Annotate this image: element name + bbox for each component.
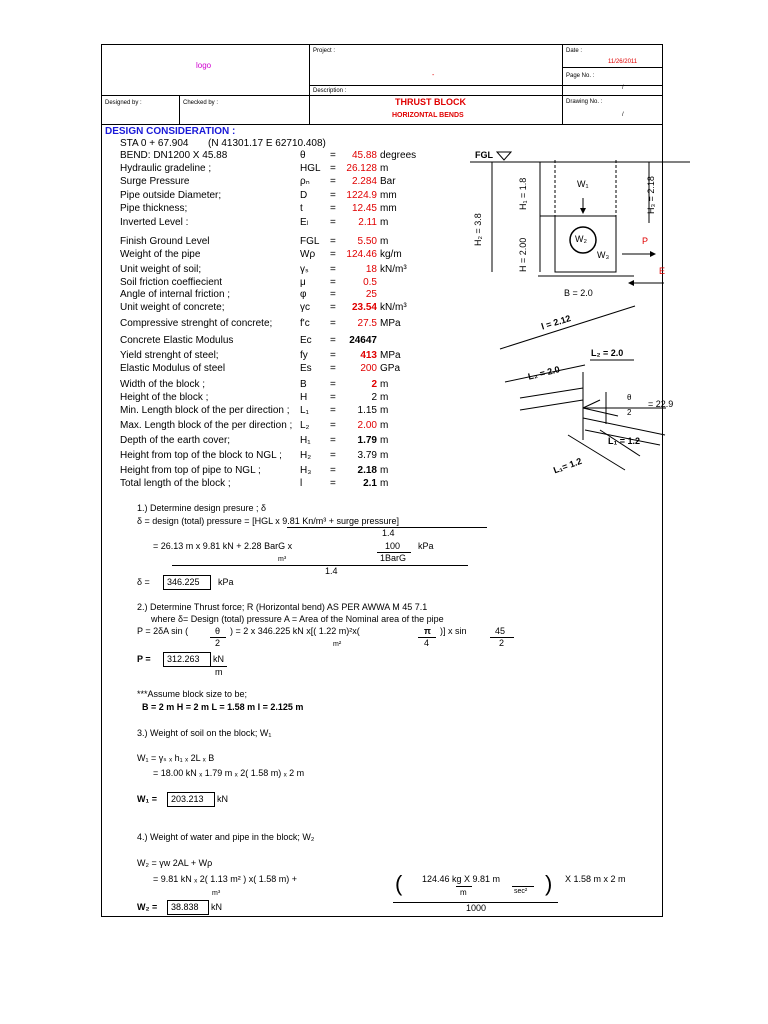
param-equals: = [330,217,336,228]
param-equals: = [330,249,336,260]
step2-theta: θ [215,626,221,636]
p-result-box: 312.263 [163,652,211,667]
param-equals: = [330,176,336,187]
param-value: 27.5 [357,318,377,329]
param-equals: = [330,190,336,201]
step4-tail: X 1.58 m x 2 m [565,874,626,884]
delta-result-unit: kPa [218,577,234,587]
bend-spec: BEND: DN1200 X 45.88 [120,150,228,161]
w1-label: W₁ [577,179,589,189]
param-label: Weight of the pipe [120,249,201,260]
param-label: Height from top of pipe to NGL ; [120,465,261,476]
fraction-bar [172,565,468,566]
param-unit: kg/m [380,249,402,260]
param-unit: kN/m³ [380,302,407,313]
step2-title: 2.) Determine Thrust force; R (Horizontal bend) AS PER AWWA M 45 7.1 [137,602,428,612]
param-unit: m [380,450,389,461]
param-label: Concrete Elastic Modulus [120,335,234,346]
param-unit: m [380,465,389,476]
param-value: 2.11 [358,217,377,228]
e-arrowhead-icon [628,280,634,286]
param-symbol: Ec [300,335,312,346]
param-unit: MPa [380,350,401,361]
param-unit: m [380,405,389,416]
project-label: Project : [313,48,336,54]
param-unit: m [380,217,389,228]
page-label: Page No. : [566,73,595,79]
param-symbol: L₁ [300,405,309,416]
param-equals: = [330,203,336,214]
step3-title: 3.) Weight of soil on the block; W₁ [137,728,272,738]
delta-result-box: 346.225 [163,575,211,590]
param-value: 45.88 [351,150,377,161]
param-equals: = [330,289,336,300]
drawing-label: Drawing No. : [566,99,603,105]
param-unit: GPa [380,363,401,374]
b-label: B = 2.0 [564,288,593,298]
param-unit: m [380,163,389,174]
delta-result-label: δ = [137,577,150,587]
h2-label: H₂ = 3.8 [473,213,483,246]
param-label: Pipe thickness; [120,203,188,214]
param-equals: = [330,435,336,446]
page-slash: / [622,85,624,91]
logo: logo [196,61,212,70]
e-label: E [659,266,666,276]
step1-num2: = 26.13 m x 9.81 kN + 2.28 BarG x [153,541,293,551]
step4-frac-m: m [460,888,467,897]
l2-label-b: L₂ = 2.0 [591,348,624,358]
theta-label: θ [627,393,632,402]
param-value: 25 [365,289,377,300]
step4-frac-num: 124.46 kg X 9.81 m [422,874,501,884]
param-value: 413 [360,350,377,361]
angle-ray [583,408,618,416]
param-value: 5.50 [357,236,377,247]
w2-label: W₂ [575,234,587,244]
w2-result-unit: kN [211,902,222,912]
param-unit: m [380,420,389,431]
param-equals: = [330,236,336,247]
param-symbol: Eₗ [300,217,309,228]
w1-result-box: 203.213 [167,792,215,807]
param-symbol: l [300,478,303,489]
param-equals: = [330,150,336,161]
p-result-den: m [215,667,223,677]
step1-frac-den: 1BarG [380,553,407,563]
param-symbol: H₂ [300,450,312,461]
param-value: 2.18 [357,465,377,476]
param-value: 1224.9 [346,190,377,201]
step1-line1: δ = design (total) pressure = [HGL x 9.81 Kn/m³ + surge pressure] [137,516,400,526]
p-arrowhead-icon [650,251,656,257]
step2-rest: ) = 2 x 346.225 kN x[( 1.22 m)²x( [230,626,360,636]
param-label: Pipe outside Diameter; [120,190,222,201]
w2-result-box: 38.838 [167,900,209,915]
paren-close: ) [545,871,553,896]
step2-two: 2 [215,638,221,648]
param-equals: = [330,405,336,416]
param-unit: Bar [380,176,396,187]
param-label: Elastic Modulus of steel [120,363,226,374]
param-label: Finish Ground Level [120,236,210,247]
param-value: 0.5 [363,277,377,288]
param-value: 12.45 [351,203,377,214]
param-label: Angle of internal friction ; [120,289,231,300]
param-symbol: γc [300,302,310,313]
param-equals: = [330,478,336,489]
param-symbol: fy [300,350,308,361]
sheet-title: THRUST BLOCK [395,97,466,107]
fraction-bar [456,886,472,887]
param-value: 26.128 [346,163,377,174]
param-value: 2 [371,392,377,403]
param-symbol: ρₙ [300,176,310,187]
w1-result-label: W₁ = [137,794,157,804]
param-unit: m [380,478,389,489]
p-result-unit: kN [213,654,224,664]
param-equals: = [330,420,336,431]
l2-label-a: L₂ = 2.0 [527,364,561,382]
step1-den2: 1.4 [325,566,338,576]
param-label: Total length of the block ; [120,478,231,489]
param-value: 2.1 [363,478,377,489]
checked-by-label: Checked by : [183,100,219,106]
param-symbol: HGL [300,163,321,174]
step4-frac-s: sec² [514,888,528,895]
step2-pi: π [424,626,431,636]
param-symbol: H₃ [300,465,312,476]
description-label: Description : [313,88,347,94]
param-symbol: L₂ [300,420,310,431]
param-equals: = [330,335,336,346]
p-label: P [642,236,649,246]
param-unit: m [380,236,389,247]
param-label: Inverted Level : [120,217,189,228]
param-unit: kN/m³ [380,264,407,275]
param-value: 18 [365,264,377,275]
param-label: Max. Length block of the per direction ; [120,420,293,431]
param-value: 2.00 [357,420,377,431]
station: STA 0 + 67.904 [120,138,189,149]
param-label: Height from top of the block to NGL ; [120,450,282,461]
param-label: Height of the block ; [120,392,209,403]
step1-kpa: kPa [418,541,434,551]
param-symbol: Wρ [300,249,316,260]
assume-line: B = 2 m H = 2 m L = 1.58 m l = 2.125 m [142,702,304,712]
param-value: 23.54 [351,302,377,313]
p-result-label: P = [137,654,151,664]
step2-rest2: )] x sin [440,626,467,636]
step4-eq1: W₂ = γw 2AL + Wρ [137,858,213,868]
step4-m3: m³ [212,890,221,897]
param-equals: = [330,318,336,329]
param-symbol: γₛ [300,264,309,275]
angle-value: = 22.9 [648,399,674,409]
step1-frac-num: 100 [385,541,401,551]
w1-result-unit: kN [217,794,228,804]
param-symbol: H [300,392,308,403]
param-value: 3.79 [357,450,377,461]
param-symbol: f'c [300,318,310,329]
step2-m2: m² [333,641,342,648]
step2-eq: P = 2δA sin ( [137,626,189,636]
param-label: Soil friction coeffiecient [120,277,223,288]
l1-label-a: L₁ = 1.2 [608,436,640,446]
param-equals: = [330,450,336,461]
paren-open: ( [395,871,403,896]
l1-label-b: L₁= 1.2 [552,455,584,476]
param-value: 1.15 [357,405,377,416]
param-unit: m [380,379,389,390]
step4-frac-den: 1000 [466,903,487,913]
w1-arrowhead-icon [580,208,586,214]
date-value: 11/26/2011 [608,59,638,65]
param-label: Compressive strenght of concrete; [120,318,273,329]
step2-where: where δ= Design (total) pressure A = Area of the Nominal area of the pipe [151,614,444,624]
drawing-slash: / [622,112,624,118]
param-label: Yield strenght of steel; [120,350,219,361]
param-label: Hydraulic gradeline ; [120,163,212,174]
param-equals: = [330,264,336,275]
param-symbol: FGL [300,236,320,247]
sheet-subtitle: HORIZONTAL BENDS [392,112,464,119]
param-equals: = [330,363,336,374]
param-equals: = [330,277,336,288]
param-symbol: t [300,203,303,214]
param-value: 2 [371,379,377,390]
param-equals: = [330,163,336,174]
param-equals: = [330,465,336,476]
h1-label: H₁ = 1.8 [518,177,528,210]
param-unit: m [380,392,389,403]
step4-title: 4.) Weight of water and pipe in the block; W₂ [137,832,315,842]
param-label: Min. Length block of the per direction ; [120,405,290,416]
step1-m3: m³ [278,556,287,563]
param-symbol: θ [300,150,306,161]
step3-eq2: = 18.00 kN ₓ 1.79 m ₓ 2( 1.58 m) ₓ 2 m [153,768,305,778]
assume-title: ***Assume block size to be; [137,689,248,699]
param-equals: = [330,392,336,403]
pipe-edge [520,388,583,398]
param-symbol: μ [300,277,306,288]
param-value: 200 [360,363,377,374]
step4-eq2: = 9.81 kN ₓ 2( 1.13 m² ) x( 1.58 m) + [153,874,298,884]
param-symbol: Es [300,363,312,374]
param-symbol: B [300,379,307,390]
param-symbol: φ [300,289,307,300]
w2-result-label: W₂ = [137,902,158,912]
l-label: l = 2.12 [540,313,572,332]
date-label: Date : [566,48,583,54]
param-equals: = [330,379,336,390]
param-value: 1.79 [357,435,377,446]
step3-eq1: W₁ = γₛ ₓ h₁ ₓ 2L ₓ B [137,753,215,763]
param-symbol: H₁ [300,435,311,446]
param-label: Surge Pressure [120,176,190,187]
fgl-label: FGL [475,150,493,160]
step2-four: 4 [424,638,430,648]
param-unit: MPa [380,318,401,329]
param-label: Depth of the earth cover; [120,435,231,446]
step2-two2: 2 [499,638,505,648]
param-value: 24647 [349,335,377,346]
param-unit: m [380,435,389,446]
param-value: 124.46 [346,249,377,260]
h-label: H = 2.00 [518,237,528,272]
step2-angle: 45 [495,626,506,636]
fraction-bar [512,886,534,887]
designed-by-label: Designed by : [105,100,142,106]
fgl-marker-icon [497,152,511,160]
param-symbol: D [300,190,308,201]
param-label: Unit weight of concrete; [120,302,225,313]
param-unit: degrees [380,150,417,161]
theta-two: 2 [627,408,632,417]
project-dash: - [432,72,435,79]
param-unit: mm [380,190,397,201]
param-value: 2.284 [351,176,377,187]
param-unit: mm [380,203,397,214]
step1-title: 1.) Determine design presure ; δ [137,503,267,513]
h3-label: H₃ = 2.18 [646,176,656,214]
param-equals: = [330,350,336,361]
coordinates: (N 41301.17 E 62710.408) [208,138,326,149]
w3-label: W₃ [597,250,610,260]
step1-den1: 1.4 [382,528,395,538]
design-heading: DESIGN CONSIDERATION : [105,126,236,137]
angle-ray [583,400,600,408]
param-equals: = [330,302,336,313]
param-label: Unit weight of soil; [120,264,202,275]
param-label: Width of the block ; [120,379,206,390]
pipe-edge [520,400,583,410]
